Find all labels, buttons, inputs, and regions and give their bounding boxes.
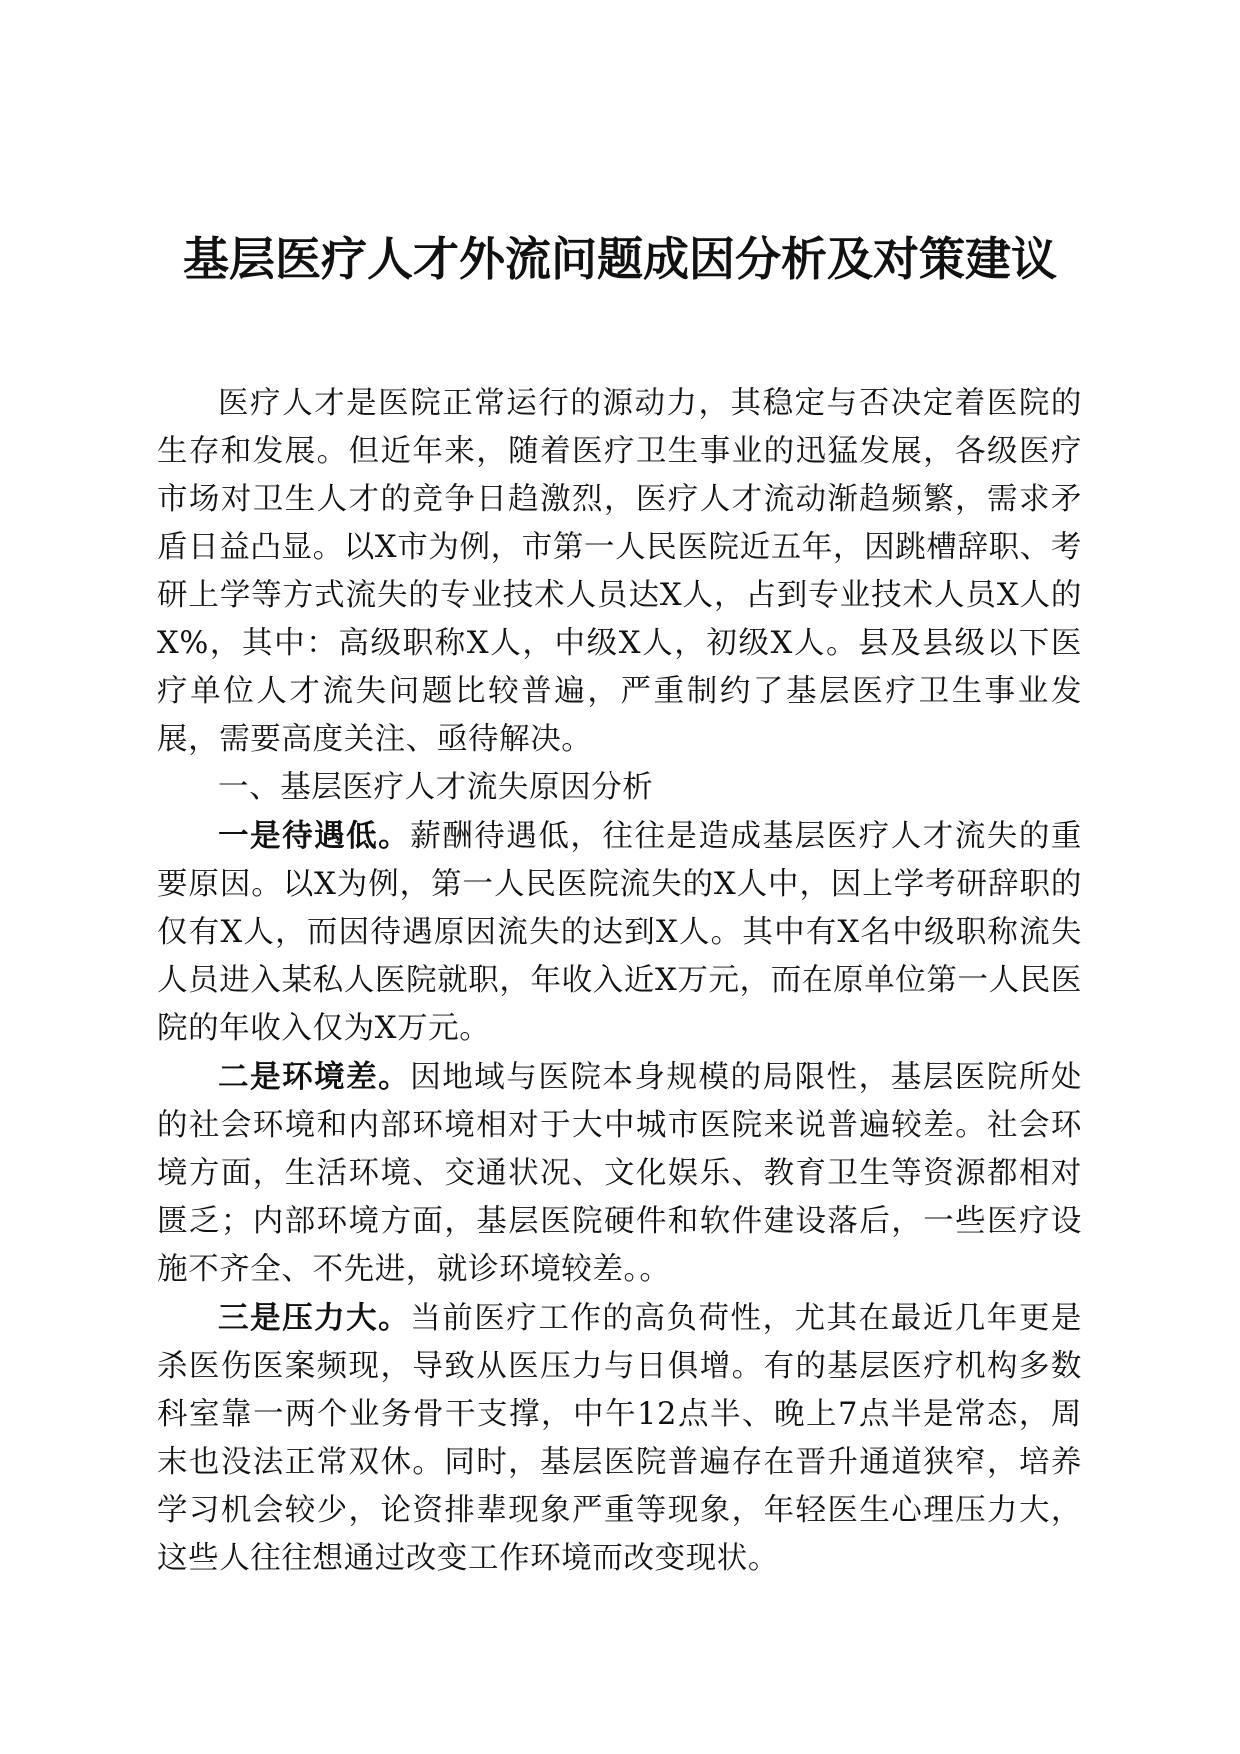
point-text-low-pay: 薪酬待遇低，往往是造成基层医疗人才流失的重要原因。以X为例，第一人民医院流失的X人中，因上学考研辞职的仅有X人，而因待遇原因流失的达到X人。其中有X名中级职称流失人员进入某私人医院就职，年收入近X万元，而在原单位第一人民医院的年收入仅为X万元。: [157, 819, 1082, 1046]
point-lead-high-pressure: 三是压力大。: [218, 1300, 411, 1336]
intro-paragraph: 医疗人才是医院正常运行的源动力，其稳定与否决定着医院的生存和发展。但近年来，随着医疗卫生事业的迅猛发展，各级医疗市场对卫生人才的竞争日趋激烈，医疗人才流动渐趋频繁，需求矛盾日益凸显。以X市为例，市第一人民医院近五年，因跳槽辞职、考研上学等方式流失的专业技术人员达X人，占到专业技术人员X人的X%，其中：高级职称X人，中级X人，初级X人。县及县级以下医疗单位人才流失问题比较普遍，严重制约了基层医疗卫生事业发展，需要高度关注、亟待解决。: [157, 386, 1082, 757]
point-paragraph-high-pressure: [157, 1294, 1082, 1583]
document-body: [157, 380, 1082, 1583]
point-lead-low-pay: 一是待遇低。: [218, 818, 411, 854]
point-text-poor-environment: 因地域与医院本身规模的局限性，基层医院所处的社会环境和内部环境相对于大中城市医院来说普遍较差。社会环境方面，生活环境、交通状况、文化娱乐、教育卫生等资源都相对匮乏；内部环境方面，基层医院硬件和软件建设落后，一些医疗设施不齐全、不先进，就诊环境较差。。: [157, 1060, 1082, 1287]
point-paragraph-poor-environment: [157, 1053, 1082, 1294]
section-heading-causes: 一、基层医疗人才流失原因分析: [218, 770, 654, 805]
document-title: 基层医疗人才外流问题成因分析及对策建议: [183, 232, 1057, 286]
point-lead-poor-environment: 二是环境差。: [218, 1059, 411, 1095]
point-text-high-pressure: 当前医疗工作的高负荷性，尤其在最近几年更是杀医伤医案频现，导致从医压力与日俱增。有的基层医疗机构多数科室靠一两个业务骨干支撑，中午12点半、晚上7点半是常态，周末也没法正常双休。同时，基层医院普遍存在晋升通道狭窄，培养学习机会较少，论资排辈现象严重等现象，年轻医生心理压力大，这些人往往想通过改变工作环境而改变现状。: [157, 1301, 1082, 1576]
point-paragraph-low-pay: [157, 812, 1082, 1053]
